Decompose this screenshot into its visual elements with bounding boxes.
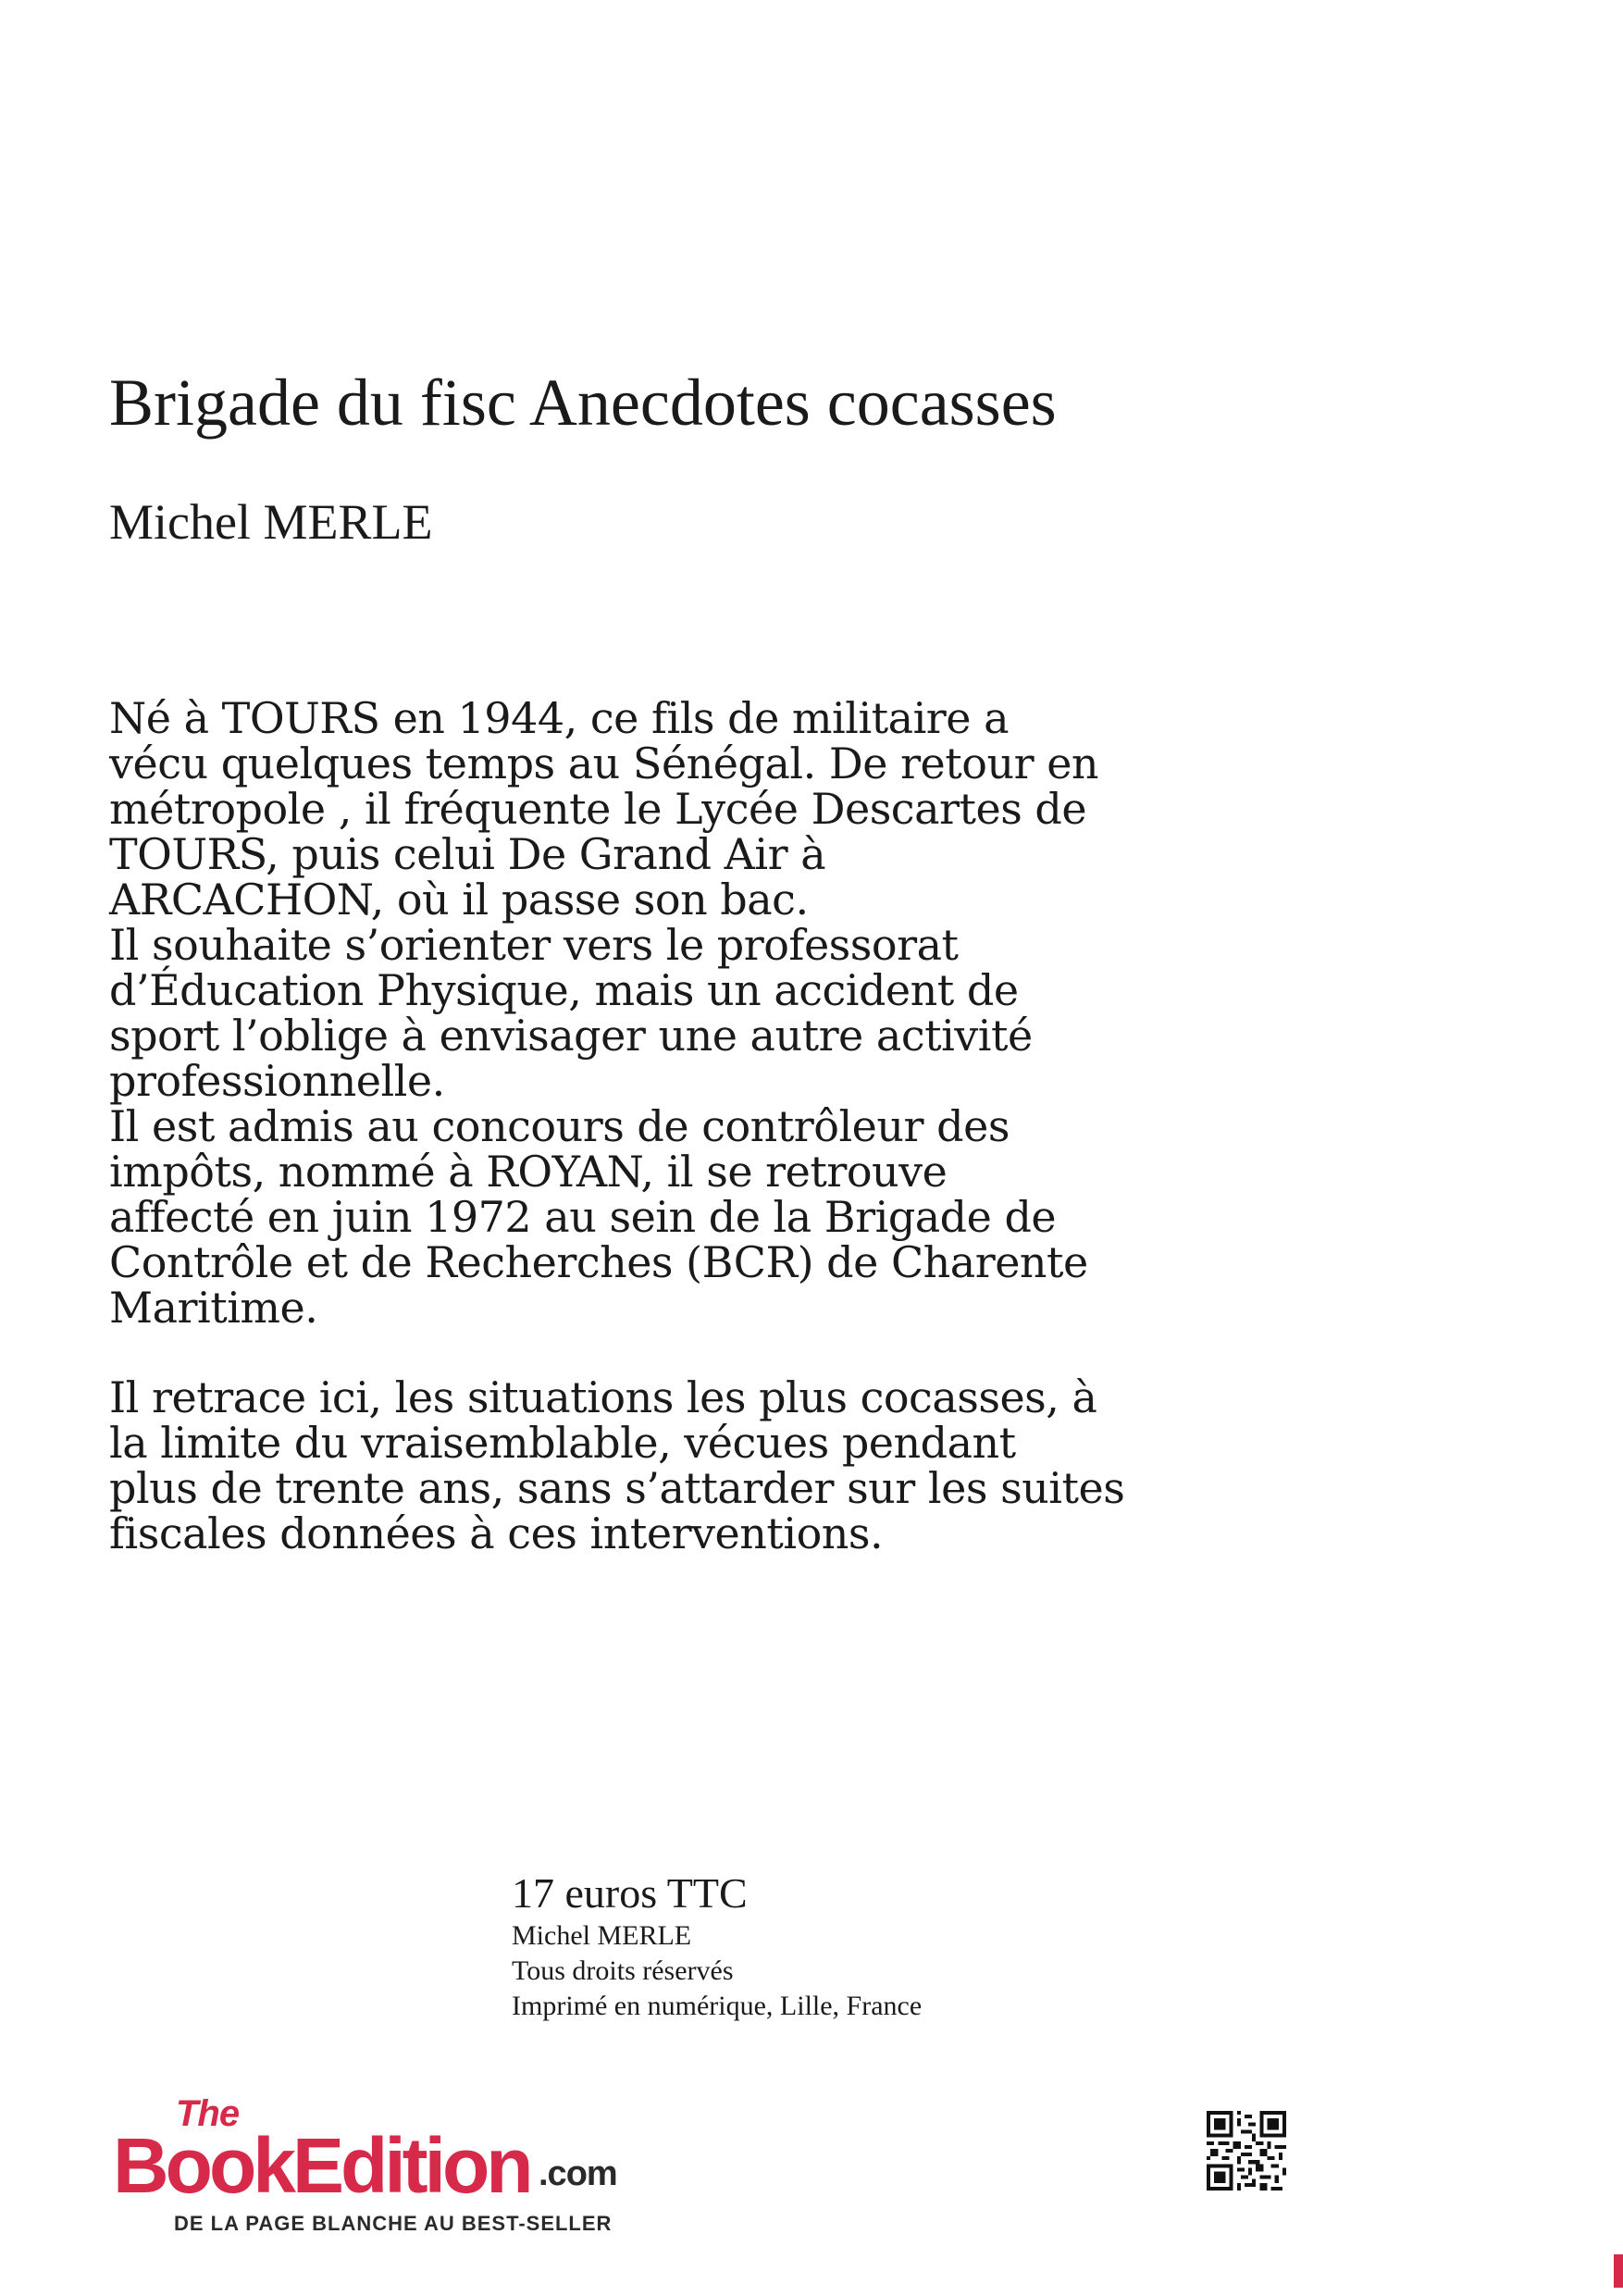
biography-paragraph: Il retrace ici, les situations les plus cocasses, à la limite du vraisemblable, vécues pendant plus de trente ans, sans s’attarder sur les suites fiscales données à ces interventions. <box>109 1372 1125 1558</box>
book-title: Brigade du fisc Anecdotes cocasses <box>109 366 1057 440</box>
logo-the: The <box>176 2093 240 2134</box>
author-biography <box>109 693 1257 1558</box>
logo-suffix: .com <box>539 2154 617 2193</box>
logo-tagline: DE LA PAGE BLANCHE AU BEST-SELLER <box>174 2212 613 2235</box>
rights-notice: Tous droits réservés <box>512 1955 734 1986</box>
edge-mark <box>1614 2254 1623 2288</box>
biography-paragraph: Né à TOURS en 1944, ce fils de militaire a vécu quelques temps au Sénégal. De retour en métropole , il fréquente le Lycée Descartes de TOURS, puis celui De Grand Air à ARCACHON, où il passe son bac. Il souhaite s’orienter vers le professorat d’Éducation Physique, mais un accident de sport l’oblige à envisager une autre activité professionnelle. Il est admis au concours de contrôleur des impôts, nommé à ROYAN, il se retrouve affecté en juin 1972 au sein de la Brigade de Contrôle et de Recherches (BCR) de Charente Maritime. <box>109 693 1099 1333</box>
price: 17 euros TTC <box>512 1869 748 1917</box>
logo-brand: BookEdition <box>113 2122 530 2209</box>
author-name: Michel MERLE <box>109 494 433 550</box>
print-notice: Imprimé en numérique, Lille, France <box>512 1990 923 2021</box>
qr-code-icon <box>1207 2111 1286 2191</box>
colophon <box>512 1869 922 2024</box>
colophon-author: Michel MERLE <box>512 1919 692 1951</box>
